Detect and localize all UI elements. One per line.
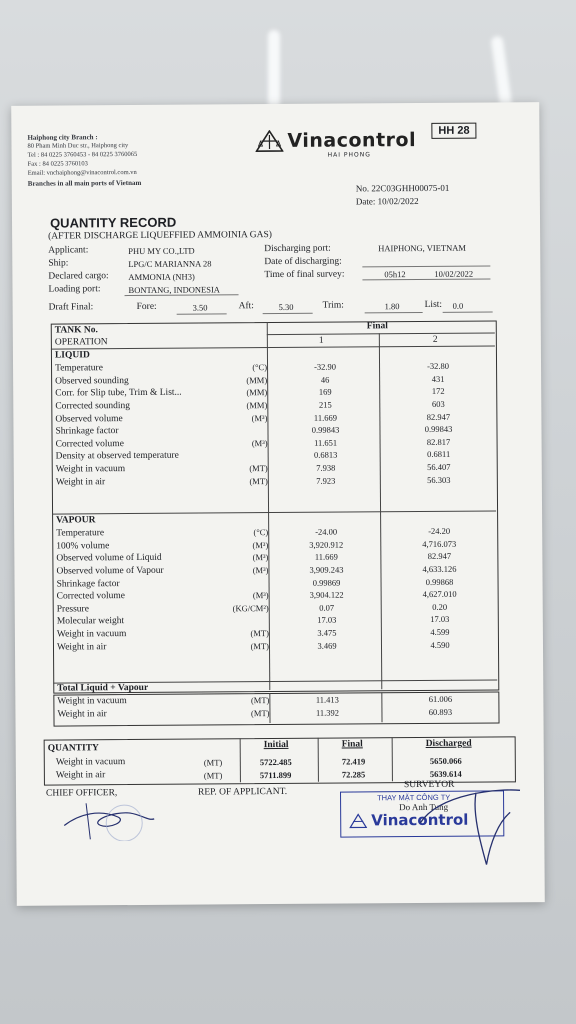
row-label: Pressure (56, 604, 89, 615)
tank-1-value: 3.469 (317, 640, 337, 651)
final-header: Final (341, 739, 363, 750)
stamp-line: THAY MẶT CÔNG TY (377, 792, 451, 803)
tank-2-value: -32.80 (427, 361, 450, 372)
row-label: Weight in vacuum (57, 696, 127, 707)
row-label: Shrinkage factor (56, 578, 120, 590)
logo-sub: HAI PHONG (327, 151, 371, 159)
row-unit: (MM) (246, 374, 268, 386)
row-unit: (°C) (252, 362, 268, 373)
row-label: Weight in air (56, 641, 107, 653)
loading-port-value: BONTANG, INDONESIA (128, 284, 220, 296)
tank-1-value: 215 (318, 399, 332, 410)
final-header: Final (366, 321, 388, 332)
row-unit: (MT) (250, 640, 270, 651)
quantity-final: 72.285 (341, 769, 366, 780)
stamp-logo: Vinacontrol (371, 810, 469, 830)
row-unit: (M³) (251, 412, 268, 423)
rep-applicant-label: REP. OF APPLICANT. (197, 786, 288, 798)
quantity-row-label: Weight in air (55, 770, 106, 781)
tank-2-value: 61.006 (428, 694, 453, 705)
discharging-port-label: Discharging port: (264, 243, 331, 255)
tank-2-value: 4,627.010 (422, 589, 457, 600)
row-label: Molecular weight (56, 616, 125, 627)
tank-1-value: 3.475 (317, 627, 337, 638)
fore-value: 3.50 (192, 302, 208, 313)
cargo-label: Declared cargo: (48, 271, 109, 282)
row-unit: (MT) (249, 475, 268, 486)
applicant-value: PHU MY CO.,LTD (128, 245, 195, 257)
loading-underline (125, 294, 239, 296)
document-number: No. 22C03GHH00075-01 (355, 182, 450, 194)
page-subtitle: (AFTER DISCHARGE LIQUEFFIED AMMOINIA GAS) (48, 230, 272, 242)
tank-1-value: 0.07 (319, 602, 335, 613)
vapour-section-label: VAPOUR (56, 515, 96, 526)
tank-1-value: -32.90 (314, 361, 337, 373)
tank-1-value: 3,920.912 (309, 539, 344, 550)
ship-label: Ship: (48, 258, 69, 269)
tank-2-value: 172 (431, 386, 445, 397)
applicant-label: Applicant: (48, 245, 89, 256)
row-unit: (M³) (252, 539, 269, 551)
row-label: Temperature (56, 528, 105, 539)
row-unit (205, 576, 271, 589)
ceiling-light (268, 30, 280, 110)
quantity-final: 72.419 (341, 756, 366, 767)
row-unit (204, 449, 270, 462)
loading-port-label: Loading port: (48, 284, 101, 295)
discharging-port-value: HAIPHONG, VIETNAM (378, 242, 466, 254)
row-unit: (MT) (250, 695, 270, 706)
tank-2-value: 603 (431, 398, 445, 410)
tank-2-value: 0.99843 (424, 424, 453, 435)
quantity-label: QUANTITY (47, 743, 99, 754)
document-code-box: HH 28 (431, 123, 476, 139)
branch-line: Fax : 84 0225 3760103 (27, 160, 88, 168)
document-date: Date: 10/02/2022 (355, 196, 419, 207)
tank-2-value: -24.20 (428, 526, 451, 537)
tank-2-value: 4.599 (430, 626, 450, 637)
row-label: Corrected sounding (55, 401, 131, 412)
quantity-discharged: 5639.614 (429, 768, 462, 779)
row-unit: (MM) (246, 400, 268, 411)
fore-label: Fore: (136, 301, 157, 312)
surveyor-signature (380, 779, 531, 869)
tank-1-value: 0.6813 (313, 450, 338, 461)
branch-line: 80 Pham Minh Duc str., Haiphong city (27, 142, 129, 150)
branches-note: Branches in all main ports of Vietnam (27, 178, 142, 188)
quantity-row-unit: (MT) (203, 770, 223, 781)
row-unit: (MT) (251, 707, 270, 719)
tank-1-value: 11.669 (314, 552, 338, 563)
chief-officer-label: CHIEF OFFICER, (45, 788, 118, 799)
row-label: Observed volume (55, 413, 123, 425)
row-unit: (MT) (250, 628, 269, 639)
row-unit: (M³) (251, 437, 268, 449)
vapour-table (54, 524, 497, 653)
final-survey-time: 05h12 (384, 269, 406, 280)
row-unit (205, 614, 271, 627)
row-label: Temperature (55, 363, 103, 374)
tank-1-value: 17.03 (317, 615, 337, 626)
trim-underline (365, 312, 423, 313)
trim-value: 1.80 (384, 301, 400, 312)
final-survey-label: Time of final survey: (264, 269, 345, 281)
row-label: Shrinkage factor (55, 426, 119, 437)
row-unit: (MT) (249, 463, 268, 474)
cargo-value: AMMONIA (NH3) (128, 271, 195, 283)
tank-2-value: 0.99868 (425, 576, 454, 587)
row-label: Corr. for Slip tube, Trim & List... (55, 388, 182, 400)
branch-title: Haiphong city Branch : (27, 133, 98, 142)
logo-text: Vinacontrol (287, 129, 417, 152)
tank-2-value: 431 (431, 373, 445, 384)
liquid-table (53, 359, 496, 488)
date-of-discharging-label: Date of discharging: (264, 256, 342, 268)
aft-label: Aft: (238, 301, 254, 312)
tank-2-value: 82.947 (427, 551, 452, 562)
quantity-discharged: 5650.066 (429, 755, 462, 766)
tank-2-value: 82.947 (426, 411, 451, 422)
list-underline (443, 311, 493, 312)
tank-1-value: 11.392 (315, 707, 340, 718)
fore-underline (177, 313, 227, 314)
tank-1-value: 0.99843 (311, 424, 340, 436)
tank-2-value: 56.407 (427, 461, 451, 473)
scales-icon (255, 130, 283, 152)
row-label: Weight in air (57, 709, 107, 720)
row-unit: (M³) (252, 590, 269, 601)
liquid-section-label: LIQUID (54, 350, 90, 361)
tank-2-value: 17.03 (430, 614, 450, 625)
tank-2-value: 0.6811 (427, 449, 451, 460)
row-label: Corrected volume (56, 591, 126, 602)
row-label: Weight in vacuum (55, 464, 126, 475)
quantity-row-label: Weight in vacuum (55, 757, 126, 768)
quantity-initial: 5722.485 (259, 756, 292, 768)
tank-1-value: -24.00 (315, 526, 338, 538)
trim-label: Trim: (322, 300, 344, 311)
row-label: 100% volume (56, 541, 110, 552)
page-title: QUANTITY RECORD (49, 214, 177, 231)
row-unit: (°C) (253, 527, 269, 538)
operation-label: OPERATION (54, 337, 108, 348)
tank-1-value: 7.938 (316, 462, 336, 473)
chief-officer-signature (60, 795, 156, 842)
quantity-record-document (11, 102, 545, 906)
total-section-label: Total Liquid + Vapour (57, 682, 149, 694)
scales-icon (349, 813, 367, 828)
row-label: Weight in vacuum (56, 629, 127, 640)
row-unit (203, 424, 269, 437)
tank-1-value: 11.669 (313, 412, 337, 423)
tank-2-value: 0.20 (432, 601, 448, 612)
tank-1-value: 3,904.122 (309, 589, 344, 601)
tank-2-header: 2 (432, 334, 438, 345)
tank-1-value: 3,909.243 (309, 564, 344, 575)
tank-2-value: 4,633.126 (422, 563, 457, 575)
tank-1-value: 7.923 (316, 475, 336, 486)
tank-1-value: 11.413 (315, 694, 339, 706)
branch-line: Email: vnchaiphong@vinacontrol.com.vn (27, 168, 137, 177)
survey-underline (362, 279, 490, 281)
tank-no-label: TANK No. (54, 325, 98, 336)
date-underline (362, 266, 490, 268)
row-label: Observed volume of Liquid (56, 553, 162, 565)
row-label: Observed volume of Vapour (56, 565, 164, 577)
tank-2-value: 82.817 (426, 436, 451, 447)
tank-1-value: 11.651 (314, 437, 338, 448)
branch-line: Tel : 84 0225 3760453 - 84 0225 3760065 (27, 150, 138, 159)
vinacontrol-logo (255, 130, 283, 157)
list-label: List: (424, 299, 443, 310)
discharged-header: Discharged (425, 738, 472, 749)
row-label: Observed sounding (55, 375, 129, 387)
tank-2-value: 56.303 (427, 474, 451, 485)
draft-label: Draft Final: (48, 302, 94, 313)
row-label: Weight in air (55, 476, 106, 488)
surveyor-label: SURVEYOR (403, 779, 455, 791)
row-label: Density at observed temperature (55, 451, 179, 463)
total-table (55, 692, 497, 720)
tank-2-value: 4,716.073 (422, 538, 457, 549)
row-unit: (KG/CM²) (232, 602, 269, 614)
quantity-initial: 5711.899 (259, 769, 292, 781)
row-unit: (M³) (252, 565, 269, 576)
quantity-row-unit: (MT) (203, 757, 223, 768)
aft-value: 5.30 (278, 301, 294, 312)
row-unit: (MM) (246, 387, 268, 398)
initial-header: Initial (263, 739, 289, 751)
tank-2-value: 60.893 (428, 706, 453, 717)
stamp-name: Do Anh Tung (399, 801, 449, 813)
final-survey-date: 10/02/2022 (434, 268, 474, 279)
ship-value: LPG/C MARIANNA 28 (128, 258, 212, 270)
row-unit: (M³) (252, 552, 269, 563)
aft-underline (263, 313, 313, 314)
row-label: Corrected volume (55, 438, 124, 450)
tank-1-value: 46 (320, 374, 330, 385)
tank-2-value: 4.590 (430, 639, 450, 650)
list-value: 0.0 (452, 300, 464, 311)
tank-1-value: 0.99869 (312, 577, 341, 588)
tank-1-value: 169 (318, 387, 332, 398)
tank-1-header: 1 (318, 335, 324, 346)
